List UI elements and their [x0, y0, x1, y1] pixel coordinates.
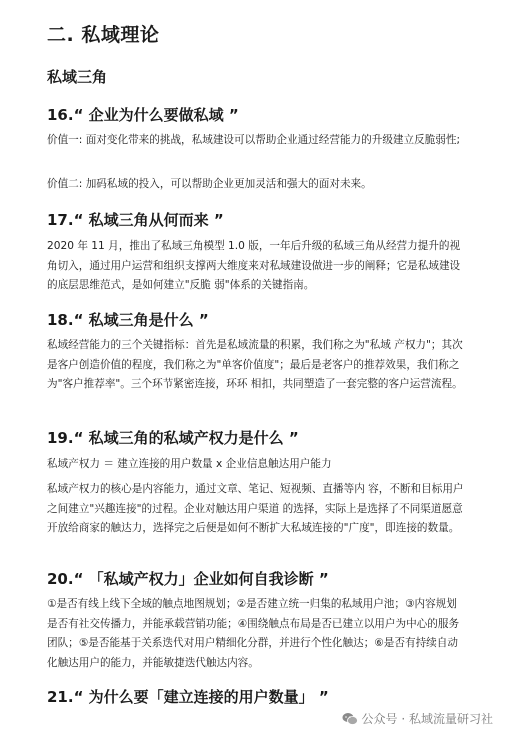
question-16-title: 16.“ 企业为什么要做私域 ” — [47, 106, 239, 124]
watermark-text: 公众号 · 私域流量研习社 — [361, 712, 493, 726]
section-title: 二. 私域理论 — [47, 24, 160, 46]
question-17-title: 17.“ 私域三角从何而来 ” — [47, 211, 224, 229]
subsection-title: 私域三角 — [47, 68, 108, 86]
question-18-paragraph-1: 私域经营能力的三个关键指标：首先是私域流量的积累，我们称之为"私域 产权力"；其次是客户创造价值的程度，我们称之为"单客价值度"；最后是老客户的推荐效果，我们称之为"客户推荐率"。三个环节紧密连接，环环 相扣，共同塑造了一套完整的客户运营流程。 — [47, 339, 463, 390]
question-19-paragraph-1: 私域产权力 ＝ 建立连接的用户数量 x 企业信息触达用户能力 — [47, 458, 332, 470]
question-21-title: 21.“ 为什么要「建立连接的用户数量」 ” — [47, 688, 329, 706]
question-20-paragraph-1: ①是否有线上线下全域的触点地图规划；②是否建立统一归集的私域用户池；③内容规划是否有社交传播力，并能承载营销功能；④围绕触点布局是否已建立以用户为中心的服务团队；⑤是否能基于关系迭代对用户精细化分群，并进行个性化触达；⑥是否有持续自动化触达用户的能力，并能敏捷迭代触达内容。 — [47, 598, 460, 669]
question-20-title: 20.“ 「私域产权力」企业如何自我诊断 ” — [47, 570, 329, 588]
wechat-icon — [342, 712, 358, 726]
question-17-paragraph-1: 2020 年 11 月，推出了私域三角模型 1.0 版，一年后升级的私域三角从经营力提升的视角切入，通过用户运营和组织支撑两大维度来对私域建设做进一步的阐释；它是私域建设的底层思维范式，是如何建立"反脆 弱"体系的关键指南。 — [47, 240, 461, 291]
question-19-paragraph-2: 私域产权力的核心是内容能力，通过文章、笔记、短视频、直播等内 容，不断和目标用户之间建立"兴趣连接"的过程。企业对触达用户渠道 的选择，实际上是选择了不同渠道愿意开放给商家的触达力，选择完之后便是如何不断扩大私域连接的"广度"，即连接的数量。 — [47, 483, 464, 534]
question-19-title: 19.“ 私域三角的私域产权力是什么 ” — [47, 429, 299, 447]
question-16-paragraph-1: 价值一: 面对变化带来的挑战，私域建设可以帮助企业通过经营能力的升级建立反脆弱性; — [47, 134, 461, 146]
question-16-paragraph-2: 价值二: 加码私域的投入，可以帮助企业更加灵活和强大的面对未来。 — [47, 178, 372, 190]
question-18-title: 18.“ 私域三角是什么 ” — [47, 311, 209, 329]
watermark — [342, 710, 493, 727]
